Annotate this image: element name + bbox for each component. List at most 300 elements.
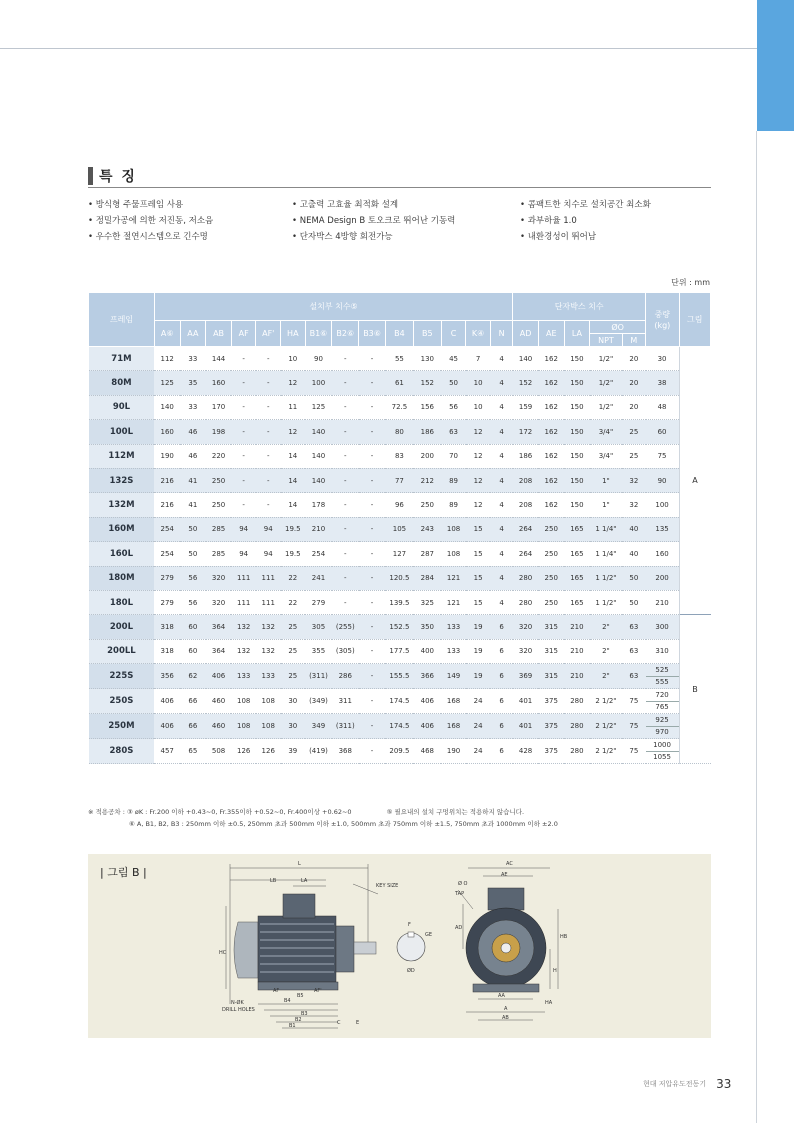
value-cell: - bbox=[332, 566, 359, 590]
value-cell: 368 bbox=[332, 739, 359, 764]
value-cell: 165 bbox=[564, 590, 590, 614]
value-cell: 132 bbox=[256, 615, 281, 639]
value-cell: 406 bbox=[206, 664, 232, 689]
value-cell: 2 1/2" bbox=[590, 689, 622, 714]
value-cell: 12 bbox=[281, 420, 306, 444]
value-cell: - bbox=[359, 347, 386, 371]
value-cell: 165 bbox=[564, 542, 590, 566]
value-cell: 19 bbox=[466, 664, 491, 689]
svg-text:AE: AE bbox=[501, 872, 508, 878]
value-cell: 25 bbox=[622, 420, 645, 444]
header-col: B5 bbox=[413, 321, 441, 347]
svg-text:KEY SIZE: KEY SIZE bbox=[376, 883, 399, 889]
value-cell: 150 bbox=[564, 444, 590, 468]
svg-text:AC: AC bbox=[506, 861, 513, 867]
table-row bbox=[89, 542, 711, 566]
value-cell: 20 bbox=[622, 371, 645, 395]
frame-cell: 132M bbox=[89, 493, 155, 517]
header-col: K④ bbox=[466, 321, 491, 347]
value-cell: 162 bbox=[538, 347, 564, 371]
header-terminal: 단자박스 치수 bbox=[513, 293, 646, 321]
header-ae: AE bbox=[538, 321, 564, 347]
svg-text:N-ØK: N-ØK bbox=[231, 1000, 244, 1006]
svg-text:Ø O: Ø O bbox=[458, 881, 468, 887]
value-cell: 100 bbox=[646, 493, 680, 517]
value-cell: 279 bbox=[305, 590, 332, 614]
value-cell: 89 bbox=[441, 468, 466, 492]
value-cell: 168 bbox=[441, 689, 466, 714]
note-tolerance: ※ 적용공차 : ③ øK : Fr.200 이하 +0.43~0, Fr.355이하 +0.52~0, Fr.400이상 +0.62~0 bbox=[88, 808, 352, 816]
value-cell: 4 bbox=[490, 444, 512, 468]
value-cell: 210 bbox=[564, 639, 590, 663]
value-cell: 111 bbox=[231, 590, 256, 614]
value-cell: 460 bbox=[206, 689, 232, 714]
value-cell: 133 bbox=[441, 615, 466, 639]
page-tab bbox=[757, 0, 794, 131]
frame-cell: 100L bbox=[89, 420, 155, 444]
feature-item: • 콤팩트한 치수로 설치공간 최소화 bbox=[520, 197, 710, 213]
value-cell: 63 bbox=[622, 664, 645, 689]
svg-text:HA: HA bbox=[545, 1000, 553, 1006]
value-cell: 15 bbox=[466, 566, 491, 590]
value-cell: - bbox=[359, 664, 386, 689]
value-cell: 132 bbox=[256, 639, 281, 663]
value-cell: 1 1/4" bbox=[590, 517, 622, 541]
value-cell: 140 bbox=[305, 420, 332, 444]
svg-text:AB: AB bbox=[502, 1015, 509, 1021]
value-cell: 60 bbox=[646, 420, 680, 444]
value-cell: 140 bbox=[305, 444, 332, 468]
value-cell: 287 bbox=[413, 542, 441, 566]
header-install: 설치부 치수⑤ bbox=[154, 293, 512, 321]
svg-text:B5: B5 bbox=[297, 993, 304, 999]
value-cell: - bbox=[231, 420, 256, 444]
value-cell: 150 bbox=[564, 468, 590, 492]
value-cell: 280 bbox=[513, 590, 539, 614]
feature-column bbox=[292, 197, 520, 245]
value-cell: 280 bbox=[513, 566, 539, 590]
value-cell: 77 bbox=[385, 468, 413, 492]
value-cell: - bbox=[359, 468, 386, 492]
value-cell: 133 bbox=[441, 639, 466, 663]
value-cell: 210 bbox=[305, 517, 332, 541]
value-cell: 6 bbox=[490, 714, 512, 739]
value-cell: 508 bbox=[206, 739, 232, 764]
value-cell: 83 bbox=[385, 444, 413, 468]
value-cell: 20 bbox=[622, 347, 645, 371]
svg-text:AF': AF' bbox=[314, 988, 322, 994]
value-cell: 2" bbox=[590, 639, 622, 663]
header-rule bbox=[0, 48, 757, 49]
value-cell: 108 bbox=[231, 689, 256, 714]
value-cell: 56 bbox=[441, 395, 466, 419]
value-cell: - bbox=[256, 468, 281, 492]
value-cell: 190 bbox=[154, 444, 180, 468]
value-cell: 40 bbox=[622, 542, 645, 566]
table-row bbox=[89, 517, 711, 541]
svg-text:B4: B4 bbox=[284, 998, 291, 1004]
value-cell: 925 970 bbox=[646, 714, 680, 739]
value-cell: 10 bbox=[466, 371, 491, 395]
value-cell: 2 1/2" bbox=[590, 714, 622, 739]
value-cell: 320 bbox=[513, 639, 539, 663]
header-col: A⑥ bbox=[154, 321, 180, 347]
value-cell: - bbox=[359, 444, 386, 468]
value-cell: 24 bbox=[466, 714, 491, 739]
frame-cell: 160L bbox=[89, 542, 155, 566]
frame-cell: 225S bbox=[89, 664, 155, 689]
value-cell: 96 bbox=[385, 493, 413, 517]
feature-item: • 우수한 절연시스템으로 긴수명 bbox=[88, 229, 292, 245]
table-row bbox=[89, 395, 711, 419]
value-cell: 254 bbox=[305, 542, 332, 566]
value-cell: 19 bbox=[466, 639, 491, 663]
svg-text:HC: HC bbox=[219, 950, 227, 956]
value-cell: 165 bbox=[564, 566, 590, 590]
table-row bbox=[89, 590, 711, 614]
value-cell: 108 bbox=[441, 542, 466, 566]
note-install: ⑤ 필요내의 설치 구멍위치는 적용하지 않습니다. bbox=[386, 808, 525, 816]
value-cell: 89 bbox=[441, 493, 466, 517]
value-cell: 65 bbox=[180, 739, 206, 764]
value-cell: 15 bbox=[466, 517, 491, 541]
value-cell: 20 bbox=[622, 395, 645, 419]
value-cell: 41 bbox=[180, 468, 206, 492]
frame-cell: 132S bbox=[89, 468, 155, 492]
value-cell: - bbox=[332, 542, 359, 566]
value-cell: 160 bbox=[206, 371, 232, 395]
svg-text:DRILL HOLES: DRILL HOLES bbox=[222, 1007, 255, 1013]
value-cell: 172 bbox=[513, 420, 539, 444]
value-cell: 108 bbox=[441, 517, 466, 541]
value-cell: 125 bbox=[154, 371, 180, 395]
value-cell: 4 bbox=[490, 371, 512, 395]
value-cell: 210 bbox=[646, 590, 680, 614]
value-cell: 7 bbox=[466, 347, 491, 371]
value-cell: 50 bbox=[441, 371, 466, 395]
value-cell: 720 765 bbox=[646, 689, 680, 714]
value-cell: 4 bbox=[490, 395, 512, 419]
value-cell: 94 bbox=[231, 517, 256, 541]
header-ad: AD bbox=[513, 321, 539, 347]
value-cell: 75 bbox=[622, 739, 645, 764]
value-cell: 94 bbox=[256, 542, 281, 566]
value-cell: - bbox=[359, 689, 386, 714]
table-row bbox=[89, 444, 711, 468]
value-cell: 30 bbox=[281, 689, 306, 714]
feature-list bbox=[88, 197, 711, 245]
note-line: ⑥ A, B1, B2, B3 : 250mm 이하 ±0.5, 250mm 초과 500mm 이하 ±1.0, 500mm 초과 750mm 이하 ±1.5, 750mm 초과 1000mm 이하 ±2.0 bbox=[129, 820, 558, 828]
value-cell: 152.5 bbox=[385, 615, 413, 639]
feature-item: • 단자박스 4방향 회전가능 bbox=[292, 229, 520, 245]
value-cell: 100 bbox=[305, 371, 332, 395]
value-cell: 35 bbox=[180, 371, 206, 395]
value-cell: - bbox=[359, 420, 386, 444]
svg-text:A: A bbox=[504, 1006, 508, 1012]
value-cell: - bbox=[256, 395, 281, 419]
table-row bbox=[89, 468, 711, 492]
value-cell: 318 bbox=[154, 615, 180, 639]
value-cell: 320 bbox=[513, 615, 539, 639]
value-cell: 1 1/2" bbox=[590, 590, 622, 614]
value-cell: 12 bbox=[466, 420, 491, 444]
frame-cell: 180L bbox=[89, 590, 155, 614]
shaft-section bbox=[397, 932, 425, 961]
value-cell: 46 bbox=[180, 420, 206, 444]
value-cell: - bbox=[332, 493, 359, 517]
value-cell: 144 bbox=[206, 347, 232, 371]
header-m: M bbox=[622, 334, 645, 347]
svg-text:LA: LA bbox=[301, 878, 308, 884]
value-cell: 279 bbox=[154, 566, 180, 590]
value-cell: (305) bbox=[332, 639, 359, 663]
value-cell: 264 bbox=[513, 542, 539, 566]
value-cell: 15 bbox=[466, 590, 491, 614]
value-cell: 150 bbox=[564, 395, 590, 419]
value-cell: 264 bbox=[513, 517, 539, 541]
value-cell: 19 bbox=[466, 615, 491, 639]
feature-item: • 내환경성이 뛰어남 bbox=[520, 229, 710, 245]
value-cell: 25 bbox=[622, 444, 645, 468]
value-cell: 50 bbox=[622, 590, 645, 614]
value-cell: 14 bbox=[281, 493, 306, 517]
header-col: B4 bbox=[385, 321, 413, 347]
header-col: B2⑥ bbox=[332, 321, 359, 347]
svg-text:B1: B1 bbox=[289, 1023, 296, 1029]
svg-text:F: F bbox=[408, 922, 411, 928]
value-cell: 190 bbox=[441, 739, 466, 764]
value-cell: 2" bbox=[590, 664, 622, 689]
value-cell: 366 bbox=[413, 664, 441, 689]
value-cell: 250 bbox=[538, 517, 564, 541]
value-cell: 22 bbox=[281, 590, 306, 614]
value-cell: 174.5 bbox=[385, 689, 413, 714]
value-cell: 3/4" bbox=[590, 444, 622, 468]
value-cell: 50 bbox=[622, 566, 645, 590]
value-cell: 111 bbox=[256, 590, 281, 614]
table-row bbox=[89, 566, 711, 590]
value-cell: 159 bbox=[513, 395, 539, 419]
value-cell: 315 bbox=[538, 615, 564, 639]
value-cell: 150 bbox=[564, 420, 590, 444]
value-cell: (419) bbox=[305, 739, 332, 764]
value-cell: 315 bbox=[538, 664, 564, 689]
value-cell: 209.5 bbox=[385, 739, 413, 764]
value-cell: 12 bbox=[466, 468, 491, 492]
value-cell: 162 bbox=[538, 395, 564, 419]
value-cell: 2" bbox=[590, 615, 622, 639]
table-row bbox=[89, 420, 711, 444]
svg-text:AA: AA bbox=[498, 993, 505, 999]
value-cell: 139.5 bbox=[385, 590, 413, 614]
value-cell: 111 bbox=[256, 566, 281, 590]
value-cell: - bbox=[231, 444, 256, 468]
value-cell: 32 bbox=[622, 468, 645, 492]
svg-text:B3: B3 bbox=[301, 1011, 308, 1017]
value-cell: - bbox=[256, 420, 281, 444]
value-cell: 162 bbox=[538, 468, 564, 492]
feature-item: • 고출력 고효율 최적화 설계 bbox=[292, 197, 520, 213]
value-cell: 212 bbox=[413, 468, 441, 492]
value-cell: 160 bbox=[154, 420, 180, 444]
value-cell: 46 bbox=[180, 444, 206, 468]
value-cell: - bbox=[359, 542, 386, 566]
value-cell: 468 bbox=[413, 739, 441, 764]
value-cell: 150 bbox=[564, 371, 590, 395]
svg-text:TAP: TAP bbox=[455, 891, 465, 897]
header-figure: 그림 bbox=[679, 293, 710, 347]
frame-cell: 200L bbox=[89, 615, 155, 639]
header-o: ØO bbox=[590, 321, 646, 334]
value-cell: - bbox=[231, 347, 256, 371]
page-edge-line bbox=[756, 131, 757, 1123]
frame-cell: 280S bbox=[89, 739, 155, 764]
value-cell: 140 bbox=[154, 395, 180, 419]
svg-text:LB: LB bbox=[270, 878, 277, 884]
value-cell: 38 bbox=[646, 371, 680, 395]
value-cell: 150 bbox=[564, 493, 590, 517]
value-cell: 126 bbox=[231, 739, 256, 764]
table-row bbox=[89, 689, 711, 714]
value-cell: 55 bbox=[385, 347, 413, 371]
value-cell: - bbox=[359, 590, 386, 614]
value-cell: 356 bbox=[154, 664, 180, 689]
value-cell: 156 bbox=[413, 395, 441, 419]
value-cell: 6 bbox=[490, 639, 512, 663]
value-cell: - bbox=[332, 420, 359, 444]
value-cell: 4 bbox=[490, 542, 512, 566]
value-cell: 369 bbox=[513, 664, 539, 689]
value-cell: 19.5 bbox=[281, 542, 306, 566]
value-cell: - bbox=[359, 493, 386, 517]
value-cell: 90 bbox=[646, 468, 680, 492]
value-cell: 320 bbox=[206, 590, 232, 614]
value-cell: - bbox=[332, 468, 359, 492]
value-cell: 178 bbox=[305, 493, 332, 517]
value-cell: 24 bbox=[466, 739, 491, 764]
value-cell: 285 bbox=[206, 517, 232, 541]
value-cell: 375 bbox=[538, 714, 564, 739]
value-cell: 80 bbox=[385, 420, 413, 444]
value-cell: 150 bbox=[564, 347, 590, 371]
value-cell: - bbox=[332, 517, 359, 541]
header-col: B1⑥ bbox=[305, 321, 332, 347]
motor-drawing bbox=[88, 854, 711, 1038]
value-cell: 4 bbox=[490, 517, 512, 541]
value-cell: 48 bbox=[646, 395, 680, 419]
value-cell: 406 bbox=[154, 714, 180, 739]
value-cell: 170 bbox=[206, 395, 232, 419]
value-cell: 39 bbox=[281, 739, 306, 764]
value-cell: 300 bbox=[646, 615, 680, 639]
header-col: N bbox=[490, 321, 512, 347]
value-cell: 10 bbox=[281, 347, 306, 371]
table-row bbox=[89, 639, 711, 663]
value-cell: 152 bbox=[513, 371, 539, 395]
value-cell: 216 bbox=[154, 493, 180, 517]
value-cell: 6 bbox=[490, 615, 512, 639]
table-row bbox=[89, 615, 711, 639]
value-cell: 311 bbox=[332, 689, 359, 714]
figure-b bbox=[88, 854, 711, 1038]
value-cell: 254 bbox=[154, 542, 180, 566]
value-cell: 41 bbox=[180, 493, 206, 517]
value-cell: 1/2" bbox=[590, 371, 622, 395]
value-cell: 40 bbox=[622, 517, 645, 541]
svg-text:E: E bbox=[356, 1020, 360, 1026]
value-cell: 14 bbox=[281, 468, 306, 492]
value-cell: 33 bbox=[180, 347, 206, 371]
value-cell: 210 bbox=[564, 664, 590, 689]
value-cell: 1" bbox=[590, 468, 622, 492]
value-cell: 24 bbox=[466, 689, 491, 714]
page-number: 33 bbox=[716, 1077, 732, 1091]
frame-cell: 71M bbox=[89, 347, 155, 371]
feature-item: • 정밀가공에 의한 저진동, 저소음 bbox=[88, 213, 292, 229]
value-cell: 525 555 bbox=[646, 664, 680, 689]
feature-item: • NEMA Design B 토오크로 뛰어난 기동력 bbox=[292, 213, 520, 229]
value-cell: 428 bbox=[513, 739, 539, 764]
value-cell: 162 bbox=[538, 420, 564, 444]
value-cell: 279 bbox=[154, 590, 180, 614]
value-cell: 75 bbox=[622, 714, 645, 739]
value-cell: 94 bbox=[231, 542, 256, 566]
value-cell: 15 bbox=[466, 542, 491, 566]
header-npt: NPT bbox=[590, 334, 622, 347]
frame-cell: 80M bbox=[89, 371, 155, 395]
value-cell: 250 bbox=[538, 542, 564, 566]
value-cell: 50 bbox=[180, 517, 206, 541]
value-cell: 108 bbox=[231, 714, 256, 739]
value-cell: 243 bbox=[413, 517, 441, 541]
svg-text:ØD: ØD bbox=[407, 968, 415, 974]
value-cell: 200 bbox=[413, 444, 441, 468]
header-col: C bbox=[441, 321, 466, 347]
value-cell: - bbox=[359, 566, 386, 590]
value-cell: - bbox=[332, 590, 359, 614]
value-cell: 6 bbox=[490, 739, 512, 764]
value-cell: 406 bbox=[413, 714, 441, 739]
frame-cell: 250M bbox=[89, 714, 155, 739]
value-cell: 12 bbox=[466, 493, 491, 517]
value-cell: (311) bbox=[332, 714, 359, 739]
header-frame: 프레임 bbox=[89, 293, 155, 347]
value-cell: 350 bbox=[413, 615, 441, 639]
value-cell: - bbox=[359, 639, 386, 663]
value-cell: 305 bbox=[305, 615, 332, 639]
value-cell: 66 bbox=[180, 714, 206, 739]
value-cell: (349) bbox=[305, 689, 332, 714]
value-cell: 25 bbox=[281, 639, 306, 663]
svg-text:AF: AF bbox=[273, 988, 280, 994]
value-cell: 216 bbox=[154, 468, 180, 492]
value-cell: 94 bbox=[256, 517, 281, 541]
notes bbox=[88, 806, 558, 830]
svg-text:C: C bbox=[337, 1020, 341, 1026]
value-cell: 152 bbox=[413, 371, 441, 395]
value-cell: 130 bbox=[413, 347, 441, 371]
page-footer bbox=[643, 1077, 731, 1091]
value-cell: 63 bbox=[441, 420, 466, 444]
header-col: AF bbox=[231, 321, 256, 347]
value-cell: 149 bbox=[441, 664, 466, 689]
value-cell: - bbox=[256, 371, 281, 395]
header-col: AA bbox=[180, 321, 206, 347]
value-cell: 121 bbox=[441, 590, 466, 614]
value-cell: 90 bbox=[305, 347, 332, 371]
value-cell: 32 bbox=[622, 493, 645, 517]
frame-cell: 112M bbox=[89, 444, 155, 468]
